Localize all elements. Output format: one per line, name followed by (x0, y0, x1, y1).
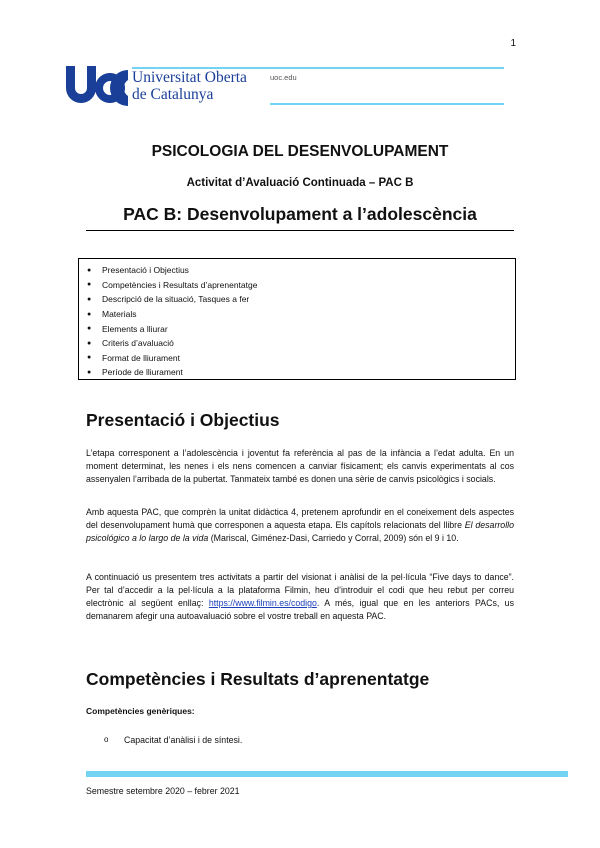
filmin-link[interactable]: https://www.filmin.es/codigo (208, 598, 317, 608)
pac-title: PAC B: Desenvolupament a l’adolescència (123, 204, 477, 224)
paragraph-activities-text-a: A continuació us presentem tres activitats a partir del visionat i anàlisi de la pel·lícula “Five days to dance”. Per tal d’accedir a la pel·lícula a la plataforma Filmin, heu d’introduir el codi que heu rebut per correu electrònic al següent enllaç: (86, 572, 514, 608)
bullet-icon: ● (87, 310, 92, 318)
bullet-icon: ● (87, 354, 92, 362)
generic-competences-label: Competències genèriques: (86, 706, 195, 716)
toc-item[interactable] (87, 365, 515, 380)
bullet-icon: ● (87, 295, 92, 303)
toc-item-label: Elements a lliurar (102, 323, 168, 334)
competence-text: Capacitat d’anàlisi i de síntesi. (124, 735, 243, 745)
book-title: El desarrollo psicológico a lo largo de la vida (86, 520, 514, 543)
paragraph-pac-text-b: (Mariscal, Giménez-Dasi, Carriedo y Corral, 2009) són el 9 i 10. (208, 533, 459, 543)
uoc-logo-icon (66, 66, 128, 110)
paragraph-activities-text-b: . A més, igual que en les anteriors PACs, us demanarem afegir una autoavaluació sobre el vostre treball en aquesta PAC. (86, 598, 514, 621)
toc-item-label: Format de lliurament (102, 352, 180, 363)
toc-item[interactable] (87, 321, 515, 336)
footer-bar (86, 771, 568, 777)
bullet-icon: ● (87, 368, 92, 376)
bullet-icon: ● (87, 325, 92, 333)
toc-item-label: Competències i Resultats d’aprenentatge (102, 279, 258, 290)
title-divider (86, 230, 514, 231)
list-item (104, 735, 242, 745)
logo-line-1: Universitat Oberta (132, 69, 247, 86)
bullet-icon: ● (87, 266, 92, 274)
bullet-icon: ● (87, 339, 92, 347)
table-of-contents (78, 258, 516, 380)
paragraph-pac-text-a: Amb aquesta PAC, que comprèn la unitat didàctica 4, pretenem aprofundir en el coneixement dels aspectes del desenvolupament humà que corresponen a aquesta etapa. Els capítols relacionats del llibre (86, 507, 514, 530)
paragraph-activities (86, 571, 514, 623)
toc-item[interactable] (87, 278, 515, 293)
logo-line-2: de Catalunya (132, 86, 214, 103)
activity-subtitle: Activitat d’Avaluació Continuada – PAC B (186, 177, 414, 189)
toc-item[interactable] (87, 307, 515, 322)
course-title: PSICOLOGIA DEL DESENVOLUPAMENT (151, 143, 449, 160)
page-number: 1 (510, 38, 516, 49)
toc-item-label: Descripció de la situació, Tasques a fer (102, 294, 250, 305)
paragraph-pac (86, 506, 514, 545)
section-heading-presentacio: Presentació i Objectius (86, 410, 280, 430)
toc-item[interactable] (87, 336, 515, 351)
uoc-link[interactable]: uoc.edu (270, 73, 297, 82)
circle-bullet-icon: o (104, 735, 109, 744)
university-name (132, 69, 247, 103)
toc-item-label: Materials (102, 309, 137, 320)
toc-item[interactable] (87, 292, 515, 307)
footer-semester: Semestre setembre 2020 – febrer 2021 (86, 786, 240, 796)
toc-item-label: Criteris d’avaluació (102, 338, 174, 349)
header-bottom-line (270, 103, 504, 105)
toc-item-label: Període de lliurament (102, 367, 183, 378)
section-heading-competencies: Competències i Resultats d’aprenentatge (86, 669, 430, 689)
paragraph-intro: L’etapa corresponent a l’adolescència i joventut fa referència al pas de la infància a l’edat adulta. En un moment determinat, les nenes i els nens comencen a canviar físicament; els canvis experimentats al cos assenyalen l’arribada de la pubertat. Tanmateix també es donen una sèrie de canvis psicològics i socials. (86, 448, 514, 484)
toc-item[interactable] (87, 263, 515, 278)
toc-item[interactable] (87, 351, 515, 366)
bullet-icon: ● (87, 281, 92, 289)
header-top-line (132, 67, 504, 69)
toc-item-label: Presentació i Objectius (102, 265, 189, 276)
